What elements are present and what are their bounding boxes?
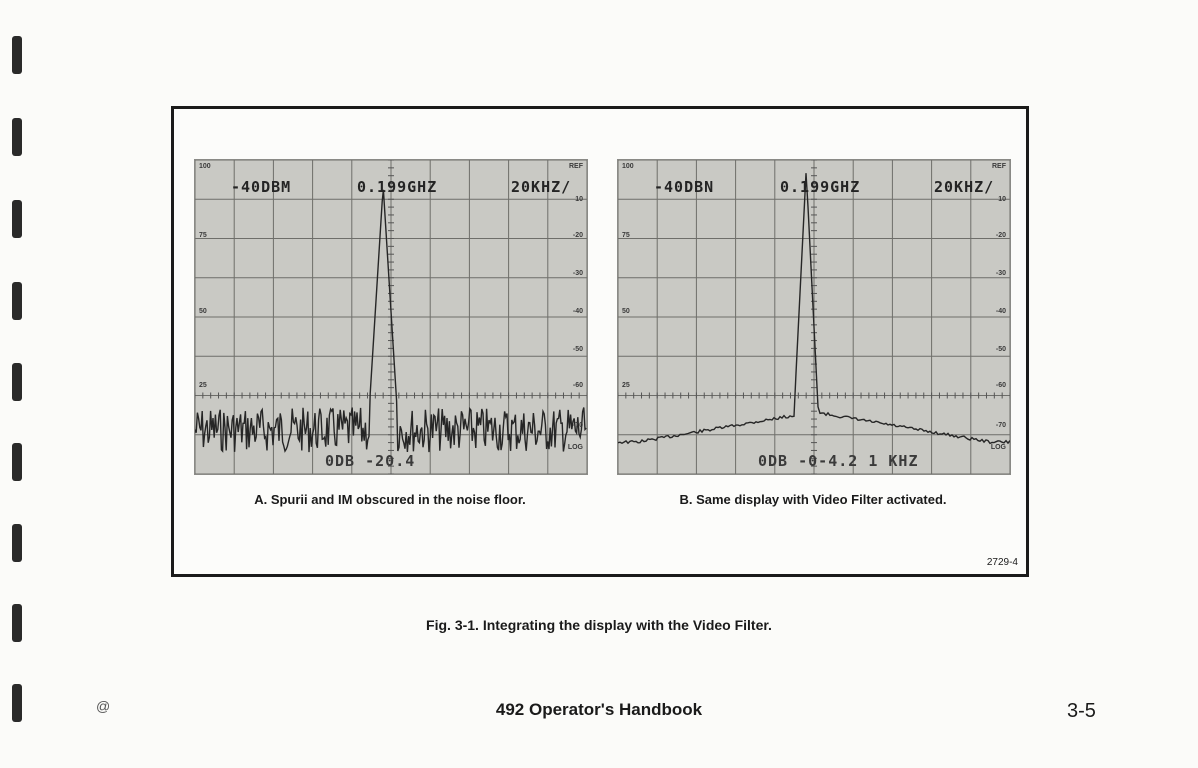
left-scale-label: 25 [622, 382, 630, 389]
right-scale-label: -40 [995, 308, 1006, 315]
right-scale-label: -30 [572, 270, 583, 277]
span-readout-b: 20KHZ/ [934, 178, 995, 196]
right-scale-label: -70 [572, 422, 583, 429]
left-scale-label: 100 [622, 163, 634, 170]
left-scale-label: 50 [199, 308, 207, 315]
bottom-readout-b: 0DB -0-4.2 1 KHZ [758, 452, 919, 470]
right-scale-label: -70 [995, 422, 1006, 429]
figure-frame [171, 106, 1029, 577]
spectrum-display-a [195, 160, 587, 474]
binder-hole [12, 443, 22, 481]
right-scale-label: 10 [998, 196, 1006, 203]
spectrum-screen-b [617, 159, 1011, 475]
right-scale-label: -50 [995, 346, 1006, 353]
right-scale-label: LOG [990, 444, 1006, 451]
spectrum-display-b [618, 160, 1010, 474]
left-scale-label: 75 [622, 232, 630, 239]
right-scale-label: -30 [995, 270, 1006, 277]
right-scale-label: -60 [995, 382, 1006, 389]
binder-hole [12, 282, 22, 320]
left-scale-label: 100 [199, 163, 211, 170]
binder-hole [12, 118, 22, 156]
span-readout-a: 20KHZ/ [511, 178, 572, 196]
spectrum-screen-a [194, 159, 588, 475]
footer-mark: @ [96, 698, 111, 714]
right-scale-label: 10 [575, 196, 583, 203]
right-scale-label: -20 [572, 232, 583, 239]
center-freq-readout-a: 0.199GHZ [357, 178, 438, 196]
right-scale-label: -20 [995, 232, 1006, 239]
left-scale-label: 50 [622, 308, 630, 315]
ref-level-readout-b: -40DBN [654, 178, 715, 196]
binder-hole [12, 200, 22, 238]
footer-title: 492 Operator's Handbook [495, 700, 703, 719]
page-number: 3-5 [1067, 700, 1096, 722]
figure-caption: Fig. 3-1. Integrating the display with the Video Filter. [426, 617, 772, 633]
caption-a: A. Spurii and IM obscured in the noise floor. [254, 492, 526, 507]
right-scale-label: -60 [572, 382, 583, 389]
right-scale-label: -40 [572, 308, 583, 315]
binder-hole [12, 36, 22, 74]
center-freq-readout-b: 0.199GHZ [780, 178, 861, 196]
right-scale-label: -50 [572, 346, 583, 353]
ref-level-readout-a: -40DBM [231, 178, 292, 196]
left-scale-label: 25 [199, 382, 207, 389]
binder-hole [12, 363, 22, 401]
right-scale-label: LOG [567, 444, 583, 451]
right-scale-label: REF [992, 163, 1006, 170]
left-scale-label: 75 [199, 232, 207, 239]
bottom-readout-a: 0DB -20.4 [325, 452, 416, 470]
figure-code: 2729-4 [986, 557, 1018, 568]
right-scale-label: REF [569, 163, 583, 170]
binder-hole [12, 524, 22, 562]
caption-b: B. Same display with Video Filter activated. [679, 492, 947, 507]
